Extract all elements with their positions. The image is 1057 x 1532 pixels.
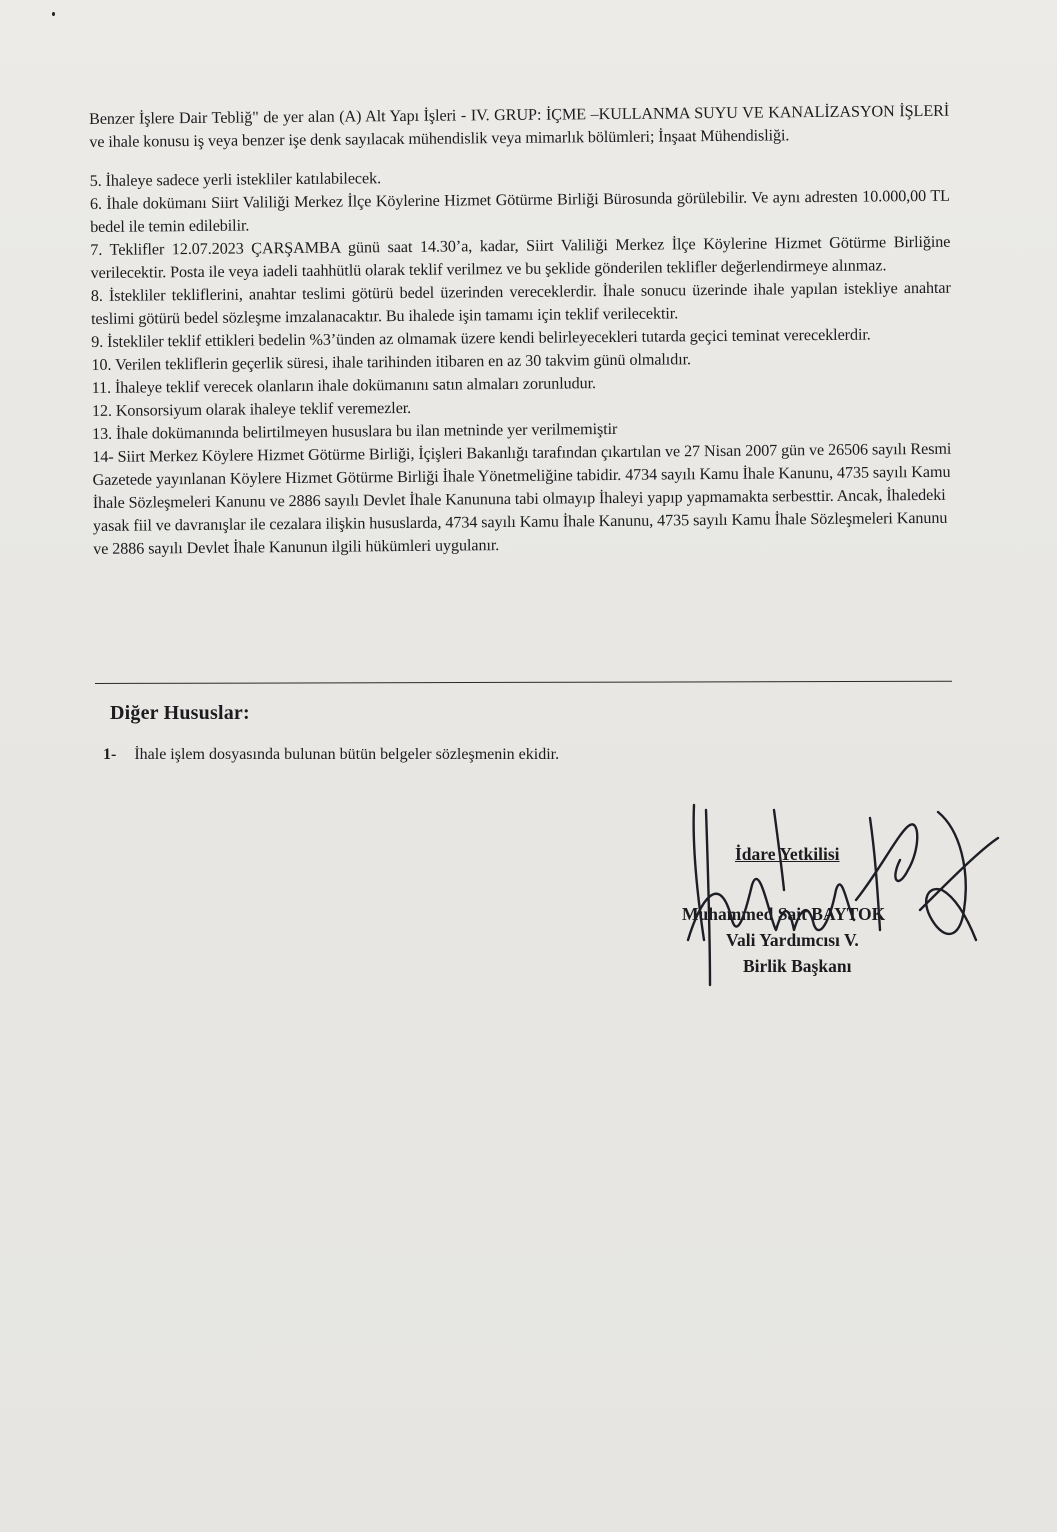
section-divider [95,681,952,684]
item-text: İhale işlem dosyasında bulunan bütün belgeler sözleşmenin ekidir. [134,746,560,763]
signatory-title: Vali Yardımcısı V. [726,930,859,950]
list-item: 11. İhaleye teklif verecek olanların ihale dokümanını satın almaları zorunludur. [91,374,597,397]
list-item: 12. Konsorsiyum olarak ihaleye teklif veremezler. [91,398,412,420]
other-section-item [103,746,559,764]
list-item: 7. Teklifler 12.07.2023 ÇARŞAMBA günü saat 14.30’a, kadar, Siirt Valiliği Merkez İlçe Köylerine Hizmet Götürme Birliğine verilecektir. Posta ile veya iadeli taahhütlü olarak teklif verilmez ve bu şeklide gönderilen teklifler değerlendirmeye alınmaz. [90,232,951,282]
list-item: 8. İstekliler tekliflerini, anahtar teslimi götürü bedel üzerinden vereceklerdir. İhale sonucu üzerinde ihale yapılan istekliye anahtar teslimi götürü bedel sözleşme imzalanacaktır. Bu ihalede işin tamamı için teklif verilecektir. [90,278,951,328]
list-item: 5. İhaleye sadece yerli istekliler katılabilecek. [89,169,382,190]
list-item: 10. Verilen tekliflerin geçerlik süresi, ihale tarihinden itibaren en az 30 takvim günü olmalıdır. [91,350,691,374]
list-item: 13. İhale dokümanında belirtilmeyen hususlara bu ilan metninde yer verilmemiştir [92,419,618,443]
signatory-name: Muhammed Sait BAYTOK [682,904,886,924]
list-item: 9. İstekliler teklif ettikleri bedelin %3’ünden az olmamak üzere kendi belirleyecekleri tutarda geçici teminat vereceklerdir. [91,325,871,351]
handwritten-signature [680,790,1010,990]
item-number: 1- [103,746,117,763]
list-item: 6. İhale dokümanı Siirt Valiliği Merkez İlçe Köylerine Hizmet Götürme Birliği Bürosunda görülebilir. Ve aynı adresten 10.000,00 TL bedel ile temin edilebilir. [89,186,950,236]
document-body [89,100,953,561]
other-section-title: Diğer Hususlar: [110,702,250,724]
signatory-position: Birlik Başkanı [743,956,852,976]
signatory-role: İdare Yetkilisi [735,844,840,864]
intro-paragraph: Benzer İşlere Dair Tebliğ" de yer alan (A) Alt Yapı İşleri - IV. GRUP: İÇME –KULLANMA SUYU VE KANALİZASYON İŞLERİ ve ihale konusu iş veya benzer işe denk sayılacak mühendislik veya mimarlık bölümleri; İnşaat Mühendisliği. [89,101,950,151]
list-item: 14- Siirt Merkez Köylere Hizmet Götürme Birliği, İçişleri Bakanlığı tarafından çıkartılan ve 27 Nisan 2007 gün ve 26506 sayılı Resmi Gazetede yayınlanan Köylere Hizmet Götürme Birliği İhale Yönetmeliğine tabidir. 4734 sayılı Kamu İhale Kanunu, 4735 sayılı Kamu İhale Sözleşmeleri Kanunu ve 2886 sayılı Devlet İhale Kanununa tabi olmayıp İhaleyi yapıp yapmamakta serbesttir. Ancak, İhaledeki yasak fiil ve davranışlar ile cezalara ilişkin hususlarda, 4734 sayılı Kamu İhale Kanunu, 4735 sayılı Kamu İhale Sözleşmeleri Kanunu ve 2886 sayılı Devlet İhale Kanunun ilgili hükümleri uygulanır. [92,439,952,558]
scan-speck [52,12,55,16]
